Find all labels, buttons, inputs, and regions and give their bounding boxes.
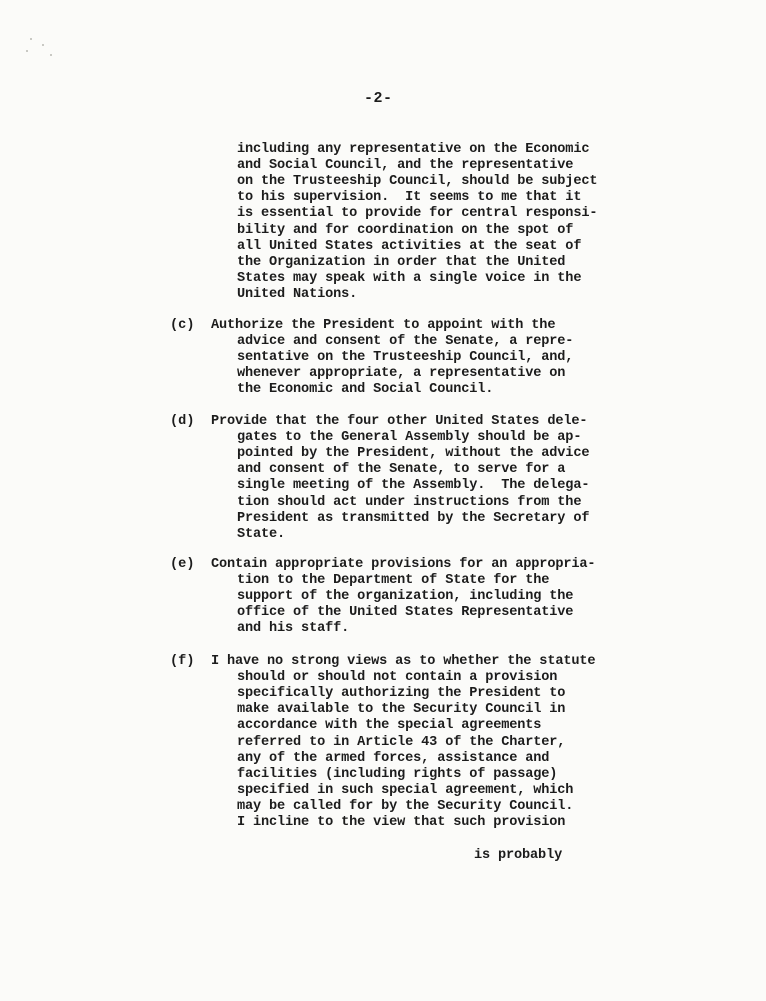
item-line: tion should act under instructions from the (237, 494, 582, 510)
paragraph-line: States may speak with a single voice in the (237, 270, 582, 286)
item-marker: (d) (170, 414, 195, 429)
item-line: specified in such special agreement, which (237, 782, 574, 798)
item-line: make available to the Security Council in (237, 702, 566, 718)
paragraph-line: is essential to provide for central responsi- (237, 206, 598, 222)
item-line: should or should not contain a provision (237, 670, 558, 686)
item-line: specifically authorizing the President to (237, 686, 566, 702)
item-line: I incline to the view that such provision (237, 815, 566, 830)
paragraph-line: including any representative on the Economic (237, 142, 590, 157)
paragraph-line: and Social Council, and the representative (237, 158, 574, 174)
paragraph-line: to his supervision. It seems to me that it (237, 190, 582, 206)
item-line: Authorize the President to appoint with the (211, 318, 556, 333)
item-line: Provide that the four other United States dele- (211, 414, 588, 429)
item-line: advice and consent of the Senate, a repre- (237, 334, 574, 350)
item-marker: (f) (170, 654, 195, 669)
page-number: -2- (364, 90, 393, 107)
item-line: State. (237, 526, 286, 542)
item-line: may be called for by the Security Council. (237, 798, 574, 814)
paragraph-line: United Nations. (237, 286, 358, 302)
item-marker: (c) (170, 318, 195, 333)
item-line: single meeting of the Assembly. The delega- (237, 478, 590, 494)
item-line: pointed by the President, without the advice (237, 446, 590, 462)
catchword: is probably (474, 848, 563, 863)
item-line: support of the organization, including the (237, 589, 574, 605)
item-line: referred to in Article 43 of the Charter, (237, 734, 566, 750)
item-line: Contain appropriate provisions for an appropria- (211, 557, 596, 572)
paragraph-line: the Organization in order that the United (237, 254, 566, 270)
item-line: I have no strong views as to whether the statute (211, 654, 596, 669)
item-marker: (e) (170, 557, 195, 572)
item-line: any of the armed forces, assistance and (237, 750, 550, 766)
item-line: accordance with the special agreements (237, 718, 542, 734)
item-line: the Economic and Social Council. (237, 382, 494, 398)
item-line: sentative on the Trusteeship Council, and, (237, 350, 574, 366)
item-line: office of the United States Representative (237, 605, 574, 621)
item-line: President as transmitted by the Secretary of (237, 510, 590, 526)
item-line: whenever appropriate, a representative on (237, 366, 566, 382)
paragraph-line: all United States activities at the seat of (237, 238, 582, 254)
item-line: and consent of the Senate, to serve for a (237, 462, 566, 478)
item-line: and his staff. (237, 621, 350, 637)
item-line: gates to the General Assembly should be ap- (237, 430, 582, 446)
item-line: tion to the Department of State for the (237, 573, 550, 589)
item-line: facilities (including rights of passage) (237, 766, 558, 782)
paragraph-line: on the Trusteeship Council, should be subject (237, 174, 598, 190)
paragraph-line: bility and for coordination on the spot of (237, 222, 574, 238)
